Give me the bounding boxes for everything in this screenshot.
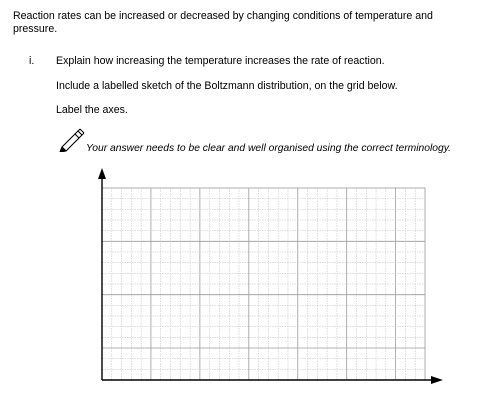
answer-grid[interactable] [95, 168, 445, 390]
question-line-explain: Explain how increasing the temperature increases the rate of reaction. [56, 55, 385, 67]
y-axis-arrowhead [98, 168, 106, 179]
grid-lines [102, 188, 425, 380]
x-axis-arrowhead [431, 376, 443, 384]
question-line-axes: Label the axes. [56, 104, 128, 116]
question-number: i. [29, 55, 35, 67]
quality-of-written-communication-note: Your answer needs to be clear and well organised using the correct terminology. [86, 143, 451, 154]
intro-text: Reaction rates can be increased or decreased by changing conditions of temperature and pressure. [13, 10, 433, 35]
question-line-sketch: Include a labelled sketch of the Boltzmann distribution, on the grid below. [56, 80, 398, 92]
x-axis [102, 376, 443, 384]
pencil-icon [57, 126, 85, 152]
